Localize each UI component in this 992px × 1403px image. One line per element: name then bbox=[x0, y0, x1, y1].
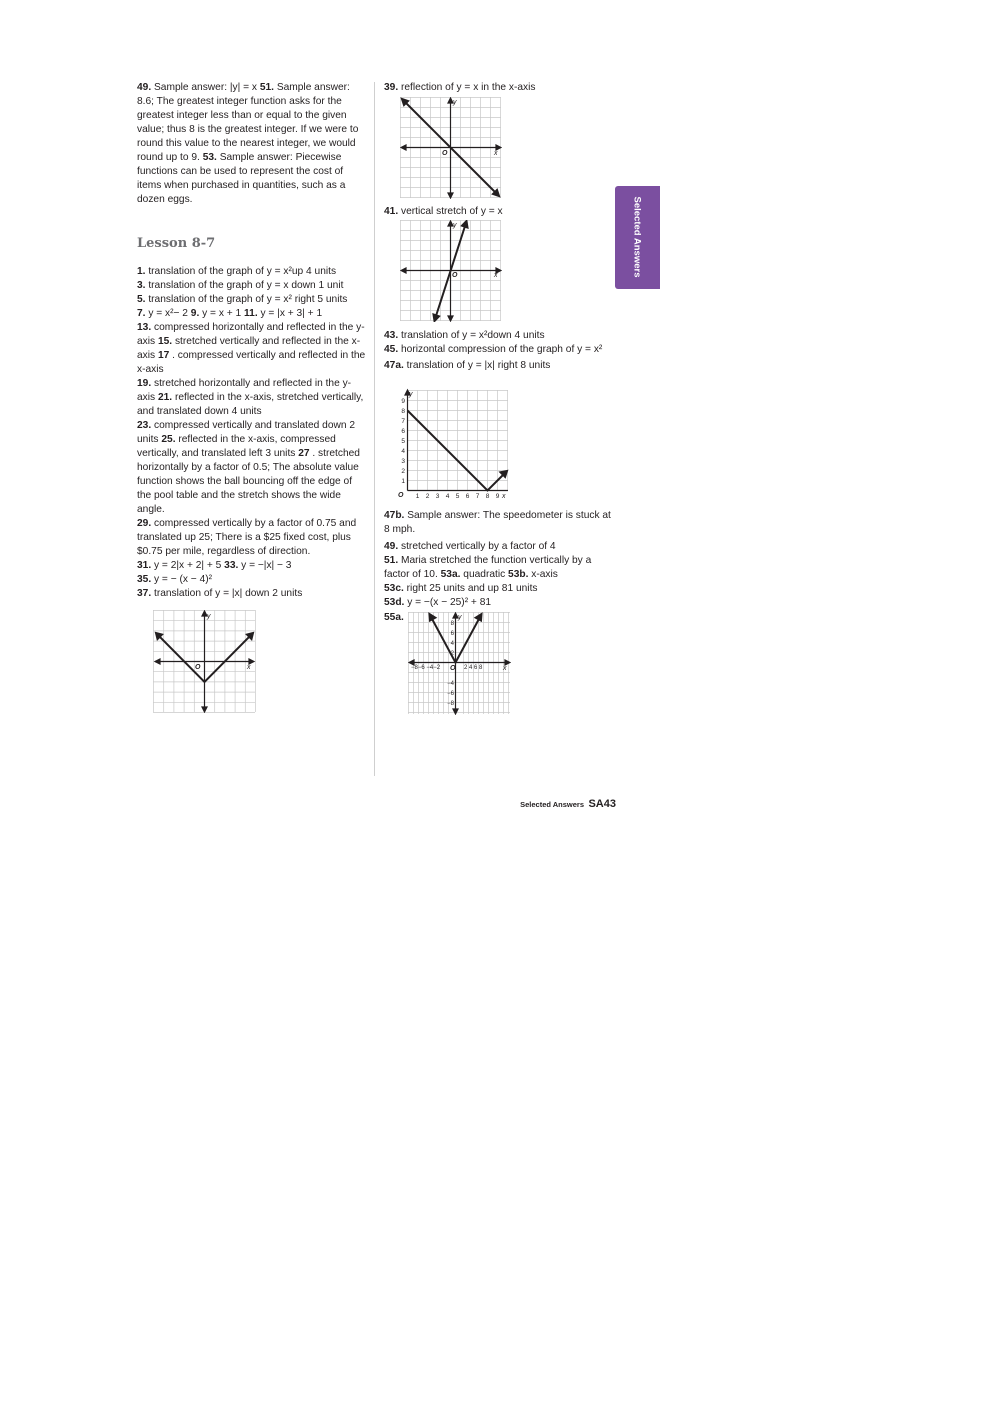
answer-item: 43. translation of y = x²down 4 units bbox=[384, 330, 545, 341]
answer-item: 51. Maria stretched the function vertically by a factor of 10. 53a. quadratic 53b. x-axis bbox=[384, 555, 592, 580]
y-tick-label: 8 bbox=[401, 408, 405, 415]
answer-39: 39. reflection of y = x in the x-axis bbox=[384, 82, 536, 93]
y-tick-label: 6 bbox=[450, 631, 454, 637]
x-tick-label: 7 bbox=[475, 493, 480, 500]
answer-item: 37. translation of y = |x| down 2 units bbox=[137, 588, 303, 599]
y-tick-label: −8 bbox=[447, 701, 454, 707]
graph-41 bbox=[400, 220, 502, 322]
lesson-heading: Lesson 8-7 bbox=[137, 236, 216, 251]
y-tick-label: −4 bbox=[447, 681, 454, 687]
origin-label: O bbox=[452, 272, 458, 279]
graph-37 bbox=[153, 610, 256, 713]
answer-item: 3. translation of the graph of y = x down 1 unit bbox=[137, 280, 344, 291]
x-tick-label: 3 bbox=[435, 493, 440, 500]
side-tab-label: Selected Answers bbox=[631, 196, 643, 278]
axis-label-y: y bbox=[409, 391, 413, 398]
page-footer bbox=[520, 794, 616, 812]
x-tick-label: 9 bbox=[495, 493, 500, 500]
axis-label-y: y bbox=[207, 613, 211, 620]
x-tick-label: 5 bbox=[455, 493, 460, 500]
origin-label: O bbox=[398, 492, 404, 499]
y-tick-label: 5 bbox=[401, 438, 405, 445]
y-tick-label: 8 bbox=[450, 621, 454, 627]
grid bbox=[407, 390, 508, 491]
x-tick-labels-positive: 2 4 6 8 bbox=[464, 665, 483, 671]
axis-label-x: x bbox=[502, 493, 506, 500]
answer-item: 23. compressed vertically and translated down 2 units 25. reflected in the x-axis, compressed vertically, and translated left 3 units 27 . stretched horizontally by a factor of 0.5; The absolute value function shows the ball bouncing off the edge of the pool table and the stretch shows the wide angle. bbox=[137, 420, 360, 515]
axis-label-x: x bbox=[494, 150, 498, 157]
graph-55a bbox=[408, 612, 511, 715]
answer-55a-label: 55a. bbox=[384, 612, 404, 623]
page-number: SA43 bbox=[588, 798, 616, 810]
y-tick-label: 2 bbox=[401, 468, 405, 475]
axis-label-x: x bbox=[247, 664, 251, 671]
y-tick-label: 3 bbox=[401, 458, 405, 465]
column-divider bbox=[374, 82, 375, 776]
y-tick-label: 9 bbox=[401, 398, 405, 405]
section-side-tab bbox=[615, 186, 660, 289]
graph-39 bbox=[400, 97, 502, 199]
answer-item: 45. horizontal compression of the graph of y = x² bbox=[384, 344, 603, 355]
y-tick-label: 4 bbox=[401, 448, 405, 455]
answer-item: 49. stretched vertically by a factor of 4 bbox=[384, 541, 556, 552]
y-tick-label: 1 bbox=[401, 478, 405, 485]
graph-47a bbox=[396, 388, 510, 500]
y-tick-label: 6 bbox=[401, 428, 405, 435]
answer-item: 47a. translation of y = |x| right 8 units bbox=[384, 360, 551, 371]
answers-47b-53d bbox=[384, 509, 616, 610]
origin-label: O bbox=[195, 664, 201, 671]
answer-item: 53c. right 25 units and up 81 units bbox=[384, 583, 538, 594]
answer-item: 1. translation of the graph of y = x²up 4 units bbox=[137, 266, 337, 277]
answer-item: 5. translation of the graph of y = x² right 5 units bbox=[137, 294, 348, 305]
axis-label-y: y bbox=[453, 222, 457, 229]
answer-item: 31. y = 2|x + 2| + 5 33. y = −|x| − 3 bbox=[137, 560, 292, 571]
answer-item: 19. stretched horizontally and reflected in the y-axis 21. reflected in the x-axis, stretched vertically, and translated down 4 units bbox=[137, 378, 364, 417]
axis-label-y: y bbox=[458, 614, 462, 621]
origin-label: O bbox=[450, 665, 456, 672]
axes bbox=[155, 611, 254, 712]
axis-label-y: y bbox=[453, 99, 457, 106]
axis-label-x: x bbox=[494, 272, 498, 279]
y-tick-label: −6 bbox=[447, 691, 454, 697]
answer-item: 53d. y = −(x − 25)² + 81 bbox=[384, 597, 492, 608]
answer-item: 35. y = − (x − 4)² bbox=[137, 574, 213, 585]
y-tick-label: 4 bbox=[450, 641, 454, 647]
answer-item: 13. compressed horizontally and reflected in the y-axis 15. stretched vertically and reflected in the x-axis 17 . compressed vertically and reflected in the x-axis bbox=[137, 322, 366, 375]
answer-41: 41. vertical stretch of y = x bbox=[384, 206, 503, 217]
left-column bbox=[137, 81, 369, 207]
answer-paragraph: 49. Sample answer: |y| = x 51. Sample answer: 8.6; The greatest integer function asks for the greatest integer less than or equal to the given value; thus 8 is the greatest integer. If we were to round this value to the nearest integer, we would round up to 9. 53. Sample answer: Piecewise functions can be used to represent the cost of items when purchased in quantities, such as a dozen eggs. bbox=[137, 82, 359, 205]
y-tick-label: 2 bbox=[450, 651, 454, 657]
x-tick-label: 4 bbox=[445, 493, 450, 500]
y-tick-label: 7 bbox=[401, 418, 405, 425]
answers-43-47a bbox=[384, 329, 616, 373]
axis-label-x: x bbox=[503, 665, 507, 672]
x-tick-label: 2 bbox=[425, 493, 430, 500]
x-tick-label: 6 bbox=[465, 493, 470, 500]
axes bbox=[409, 613, 510, 714]
answer-item: 47b. Sample answer: The speedometer is stuck at 8 mph. bbox=[384, 510, 611, 535]
x-tick-label: 1 bbox=[415, 493, 420, 500]
answer-item: 29. compressed vertically by a factor of 0.75 and translated up 25; There is a $25 fixed cost, plus $0.75 per mile, regardless of direction. bbox=[137, 518, 357, 557]
origin-label: O bbox=[442, 150, 448, 157]
lesson-answers bbox=[137, 265, 369, 601]
footer-title: Selected Answers bbox=[520, 800, 585, 809]
x-tick-labels-negative: −8−6 −4−2 bbox=[411, 665, 441, 671]
x-tick-label: 8 bbox=[485, 493, 490, 500]
answer-item: 7. y = x²− 2 9. y = x + 1 11. y = |x + 3| + 1 bbox=[137, 308, 323, 319]
